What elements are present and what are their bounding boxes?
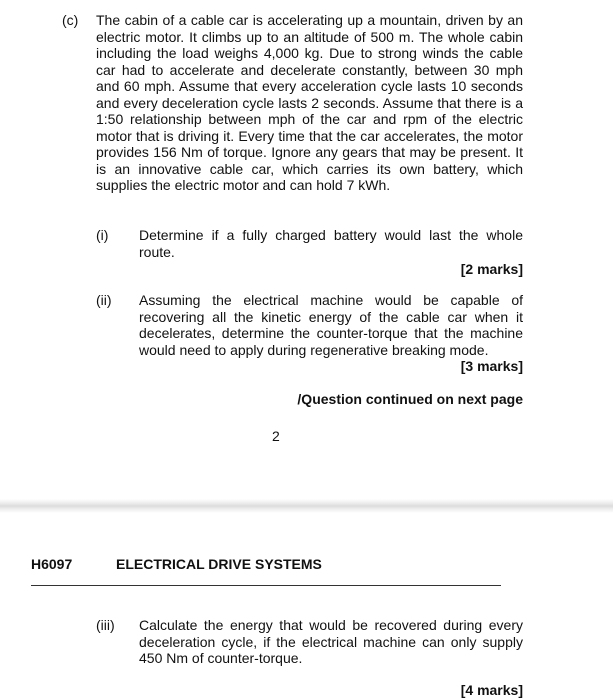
sub-iii-marks: [4 marks] [460, 682, 523, 698]
sub-i-marks: [2 marks] [460, 261, 523, 277]
page-separator [0, 499, 613, 513]
continued-note: /Question continued on next page [297, 391, 523, 407]
part-c-question-text: The cabin of a cable car is accelerating up a mountain, driven by an electric motor. It climbs up to an altitude of 500 m. The whole cabin including the load weighs 4,000 kg. Due to strong winds the cable car had to accelerate and decelerate constantly, between 30 mph and 60 mph. Assume that every acceleration cycle lasts 10 seconds and every deceleration cycle lasts 2 seconds. Assume that there is a 1:50 relationship between mph of the car and rpm of the electric motor that is driving it. Every time that the car accelerates, the motor provides 156 Nm of torque. Ignore any gears that may be present. It is an innovative cable car, which carries its own battery, which supplies the electric motor and can hold 7 kWh. [96, 12, 523, 193]
course-title: ELECTRICAL DRIVE SYSTEMS [116, 556, 322, 572]
page-number: 2 [272, 428, 280, 444]
header-rule [31, 585, 501, 586]
sub-ii-marks: [3 marks] [460, 358, 523, 374]
sub-i-question-text: Determine if a fully charged battery would last the whole route. [139, 227, 523, 260]
course-code: H6097 [31, 556, 73, 572]
sub-ii-question-text: Assuming the electrical machine would be capable of recovering all the kinetic energy of the cable car when it decelerates, determine the counter-torque that the machine would need to apply during regenerative breaking mode. [139, 292, 523, 358]
sub-i-label: (i) [96, 227, 109, 243]
sub-ii-label: (ii) [96, 292, 112, 308]
sub-iii-label: (iii) [96, 617, 115, 633]
sub-iii-question-text: Calculate the energy that would be recovered during every deceleration cycle, if the electrical machine can only supply 450 Nm of counter-torque. [139, 617, 523, 666]
part-c-label: (c) [62, 12, 79, 28]
